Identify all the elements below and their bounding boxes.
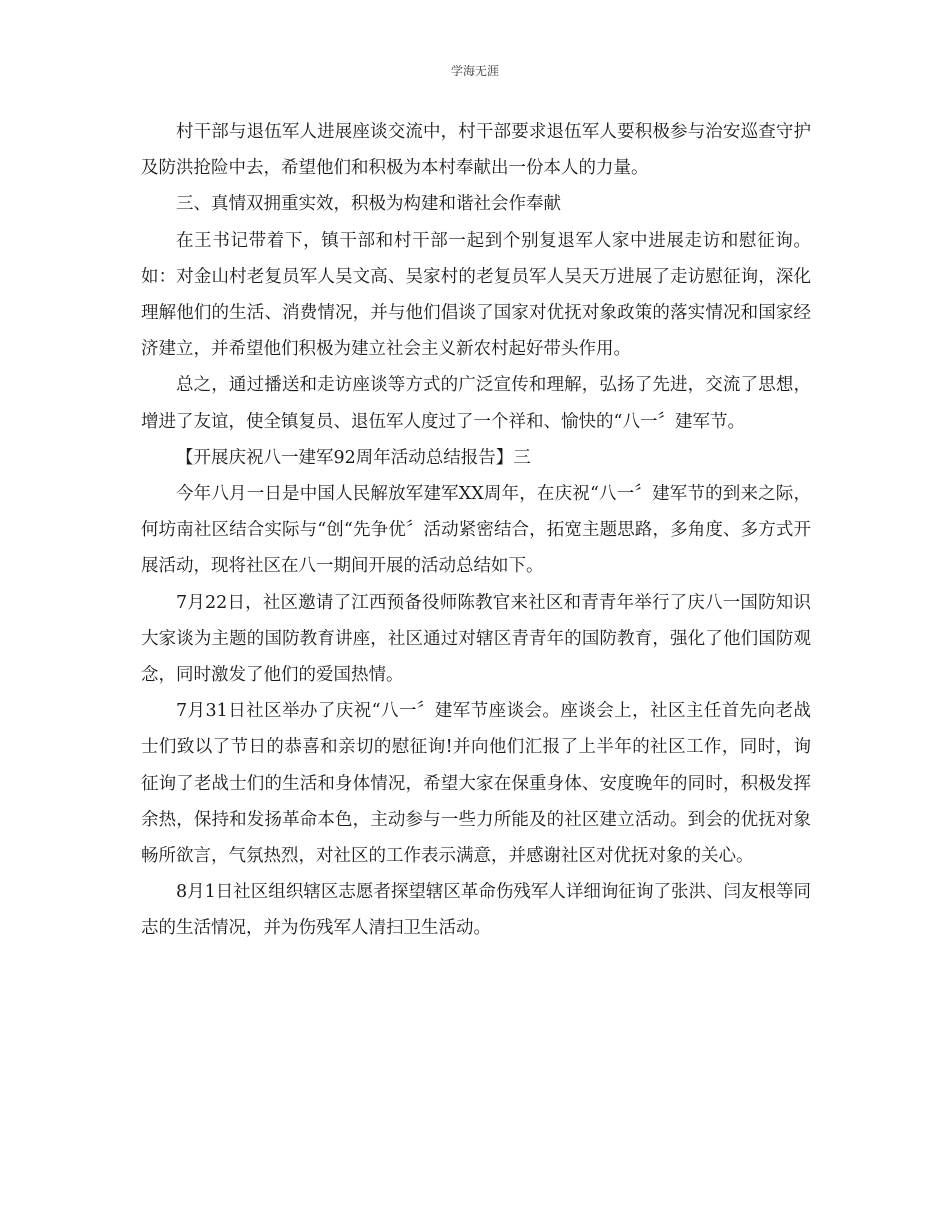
paragraph: 7月22日，社区邀请了江西预备役师陈教官来社区和青青年举行了庆八一国防知识大家谈为主题的国防教育讲座，社区通过对辖区青青年的国防教育，强化了他们国防观念，同时激发了他们的爱国热情。: [141, 592, 811, 686]
paragraph: 8月1日社区组织辖区志愿者探望辖区革命伤残军人详细询征询了张洪、闫友根等同志的生活情况，并为伤残军人清扫卫生活动。: [141, 882, 811, 939]
paragraph: 总之，通过播送和走访座谈等方式的广泛宣传和理解，弘扬了先进，交流了思想，增进了友谊，使全镇复员、退伍军人度过了一个祥和、愉快的“八一〞建军节。: [141, 375, 811, 432]
document-body: [141, 114, 811, 947]
page-header: 学海无涯: [450, 64, 499, 78]
report-title: 【开展庆祝八一建军92周年活动总结报告】三: [176, 447, 531, 468]
paragraph: 今年八月一日是中国人民解放军建军XX周年，在庆祝“八一〞建军节的到来之际，何坊南社区结合实际与“创“先争优〞活动紧密结合，拓宽主题思路，多角度、多方式开展活动，现将社区在八一期间开展的活动总结如下。: [141, 484, 811, 577]
paragraph: 7月31日社区举办了庆祝“八一〞建军节座谈会。座谈会上，社区主任首先向老战士们致以了节日的恭喜和亲切的慰征询!并向他们汇报了上半年的社区工作，同时，询征询了老战士们的生活和身体情况，希望大家在保重身体、安度晚年的同时，积极发挥余热，保持和发扬革命本色，主动参与一些力所能及的社区建立活动。到会的优抚对象畅所欲言，气氛热烈，对社区的工作表示满意，并感谢社区对优抚对象的关心。: [141, 701, 811, 867]
paragraph: 在王书记带着下，镇干部和村干部一起到个别复退军人家中进展走访和慰征询。如：对金山村老复员军人吴文高、吴家村的老复员军人吴天万进展了走访慰征询，深化理解他们的生活、消费情况，并与他们倡谈了国家对优抚对象政策的落实情况和国家经济建立，并希望他们积极为建立社会主义新农村起好带头作用。: [141, 230, 811, 360]
paragraph: 村干部与退伍军人进展座谈交流中，村干部要求退伍军人要积极参与治安巡查守护及防洪抢险中去，希望他们和积极为本村奉献出一份本人的力量。: [141, 122, 811, 179]
section-heading: 三、真情双拥重实效，积极为构建和谐社会作奉献: [176, 194, 561, 215]
